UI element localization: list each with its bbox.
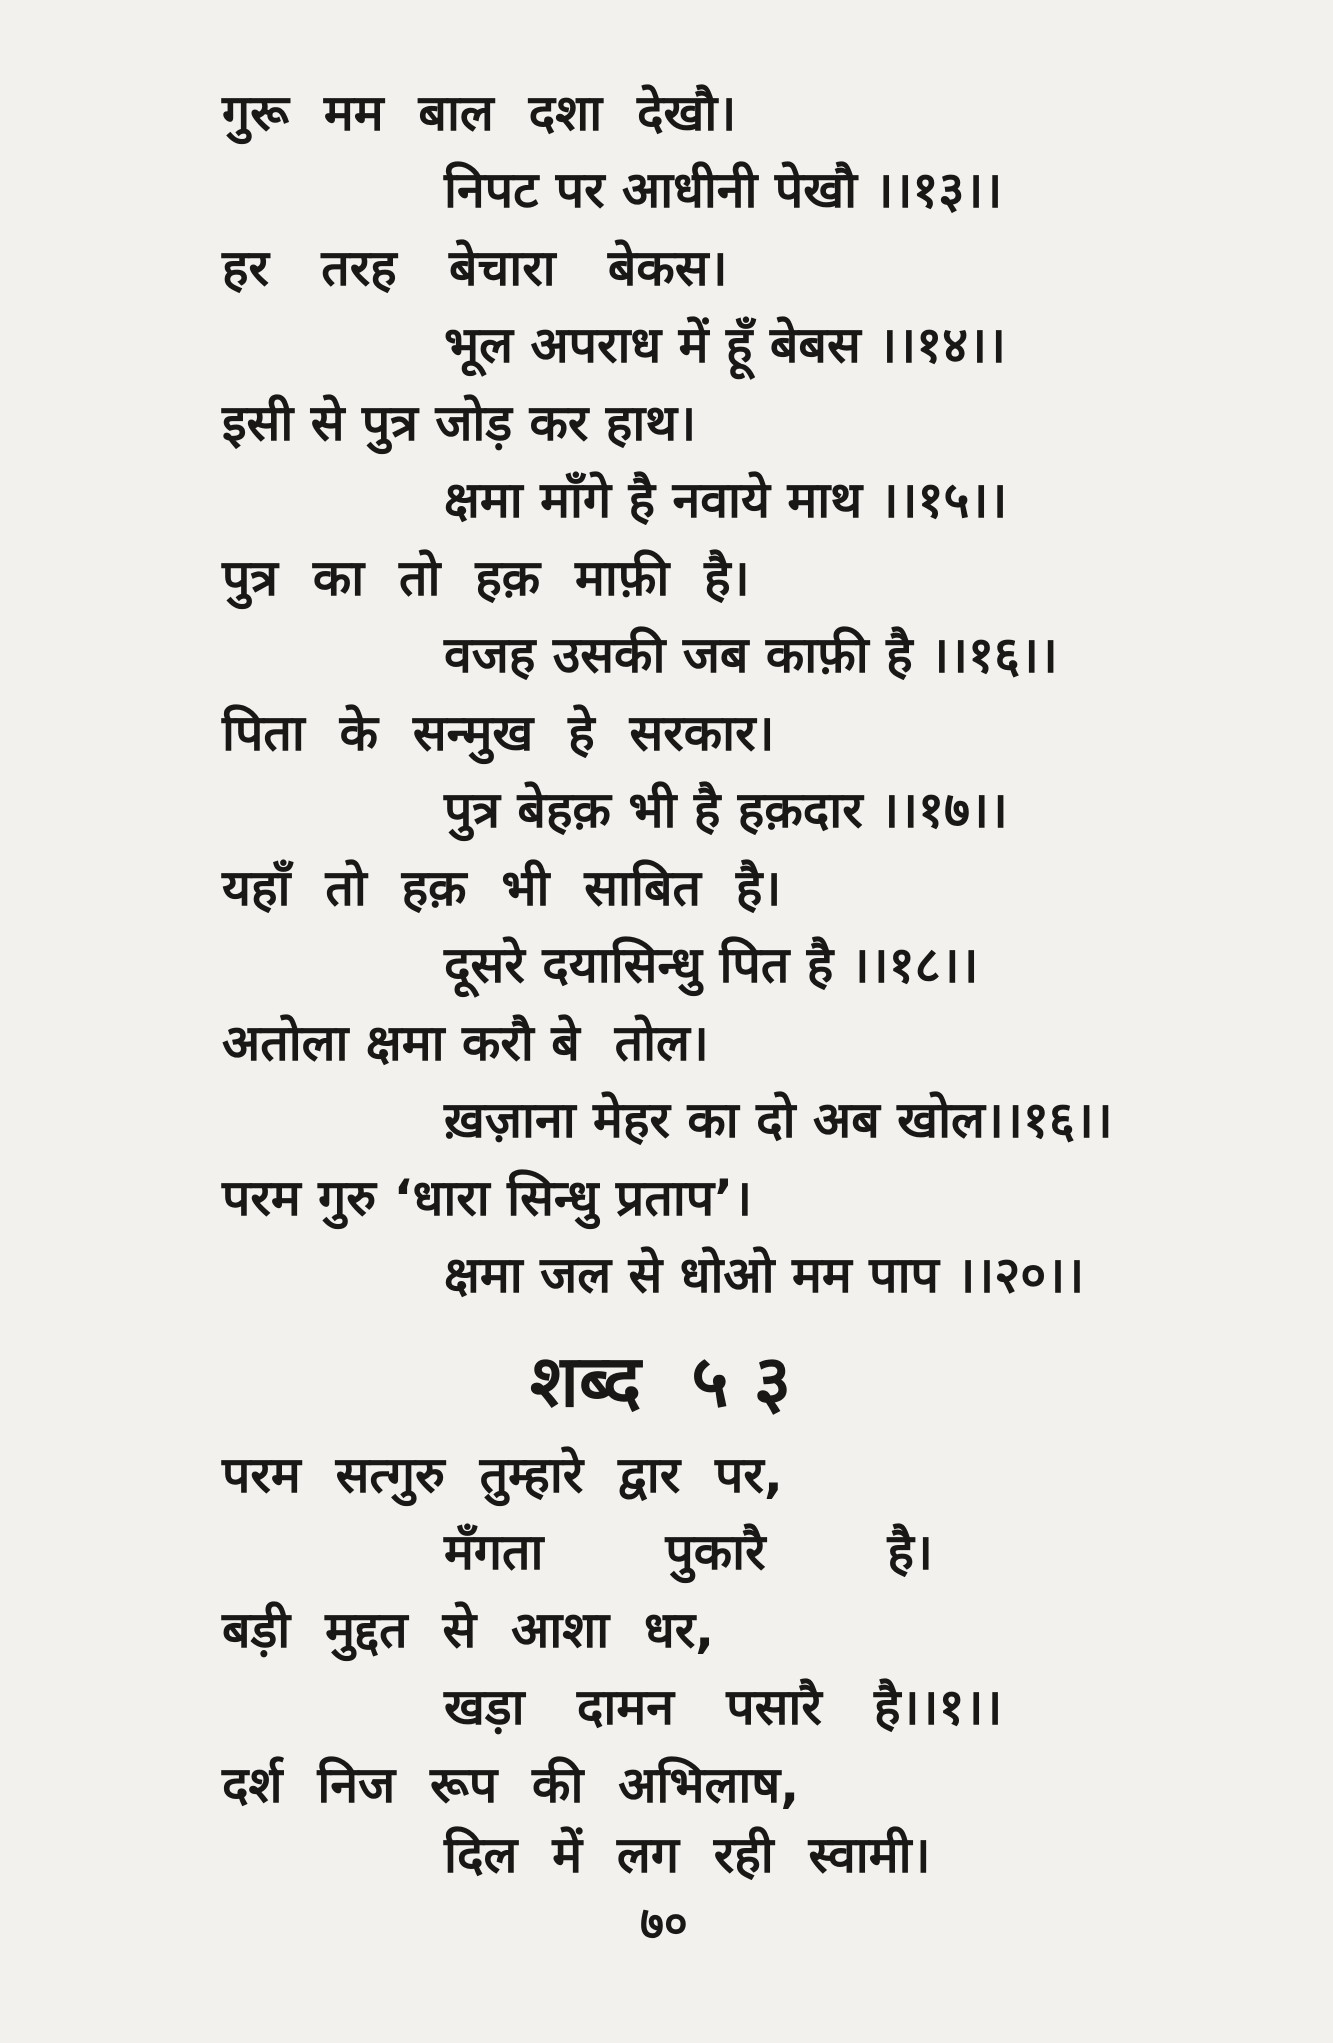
verse-line-13a: गुरू मम बाल दशा देखौ।: [222, 84, 737, 142]
verse-line-18b: दूसरे दयासिन्धु पित है ।।१८।।: [444, 936, 979, 994]
verse-line-16a: पुत्र का तो हक़ माफ़ी है।: [222, 549, 750, 607]
verse-line-18a: यहाँ तो हक़ भी साबित है।: [222, 859, 782, 917]
verse-line-19a: अतोला क्षमा करौ बे तोल।: [222, 1014, 709, 1072]
shabd-line-1a: परम सत्गुरु तुम्हारे द्वार पर,: [222, 1446, 783, 1504]
shabd-line-3a: दर्श निज रूप की अभिलाष,: [222, 1756, 800, 1814]
verse-line-17a: पिता के सन्मुख हे सरकार।: [222, 704, 775, 762]
shabd-line-1b: मँगता पुकारै है।: [444, 1523, 933, 1581]
page-number: ७०: [640, 1896, 688, 1950]
verse-line-20b: क्षमा जल से धोओ मम पाप ।।२०।।: [444, 1246, 1085, 1304]
shabd-line-2b: खड़ा दामन पसारै है।।१।।: [444, 1678, 1003, 1736]
verse-line-15b: क्षमा माँगे है नवाये माथ ।।१५।।: [444, 471, 1008, 529]
shabd-line-2a: बड़ी मुद्दत से आशा धर,: [222, 1601, 715, 1659]
verse-line-16b: वजह उसकी जब काफ़ी है ।।१६।।: [444, 626, 1058, 684]
verse-line-14a: हर तरह बेचारा बेकस।: [222, 239, 728, 297]
verse-line-19b: ख़ज़ाना मेहर का दो अब खोल।।१६।।: [444, 1091, 1113, 1149]
verse-line-17b: पुत्र बेहक़ भी है हक़दार ।।१७।।: [444, 781, 1008, 839]
verse-line-20a: परम गुरु ‘धारा सिन्धु प्रताप’।: [222, 1169, 753, 1227]
verse-line-13b: निपट पर आधीनी पेखौ ।।१३।।: [444, 161, 1003, 219]
shabd-line-3b: दिल में लग रही स्वामी।: [444, 1826, 931, 1884]
verse-line-14b: भूल अपराध में हूँ बेबस ।।१४।।: [444, 316, 1006, 374]
verse-line-15a: इसी से पुत्र जोड़ कर हाथ।: [222, 394, 697, 452]
section-heading: शब्द ५ ३: [530, 1339, 792, 1423]
